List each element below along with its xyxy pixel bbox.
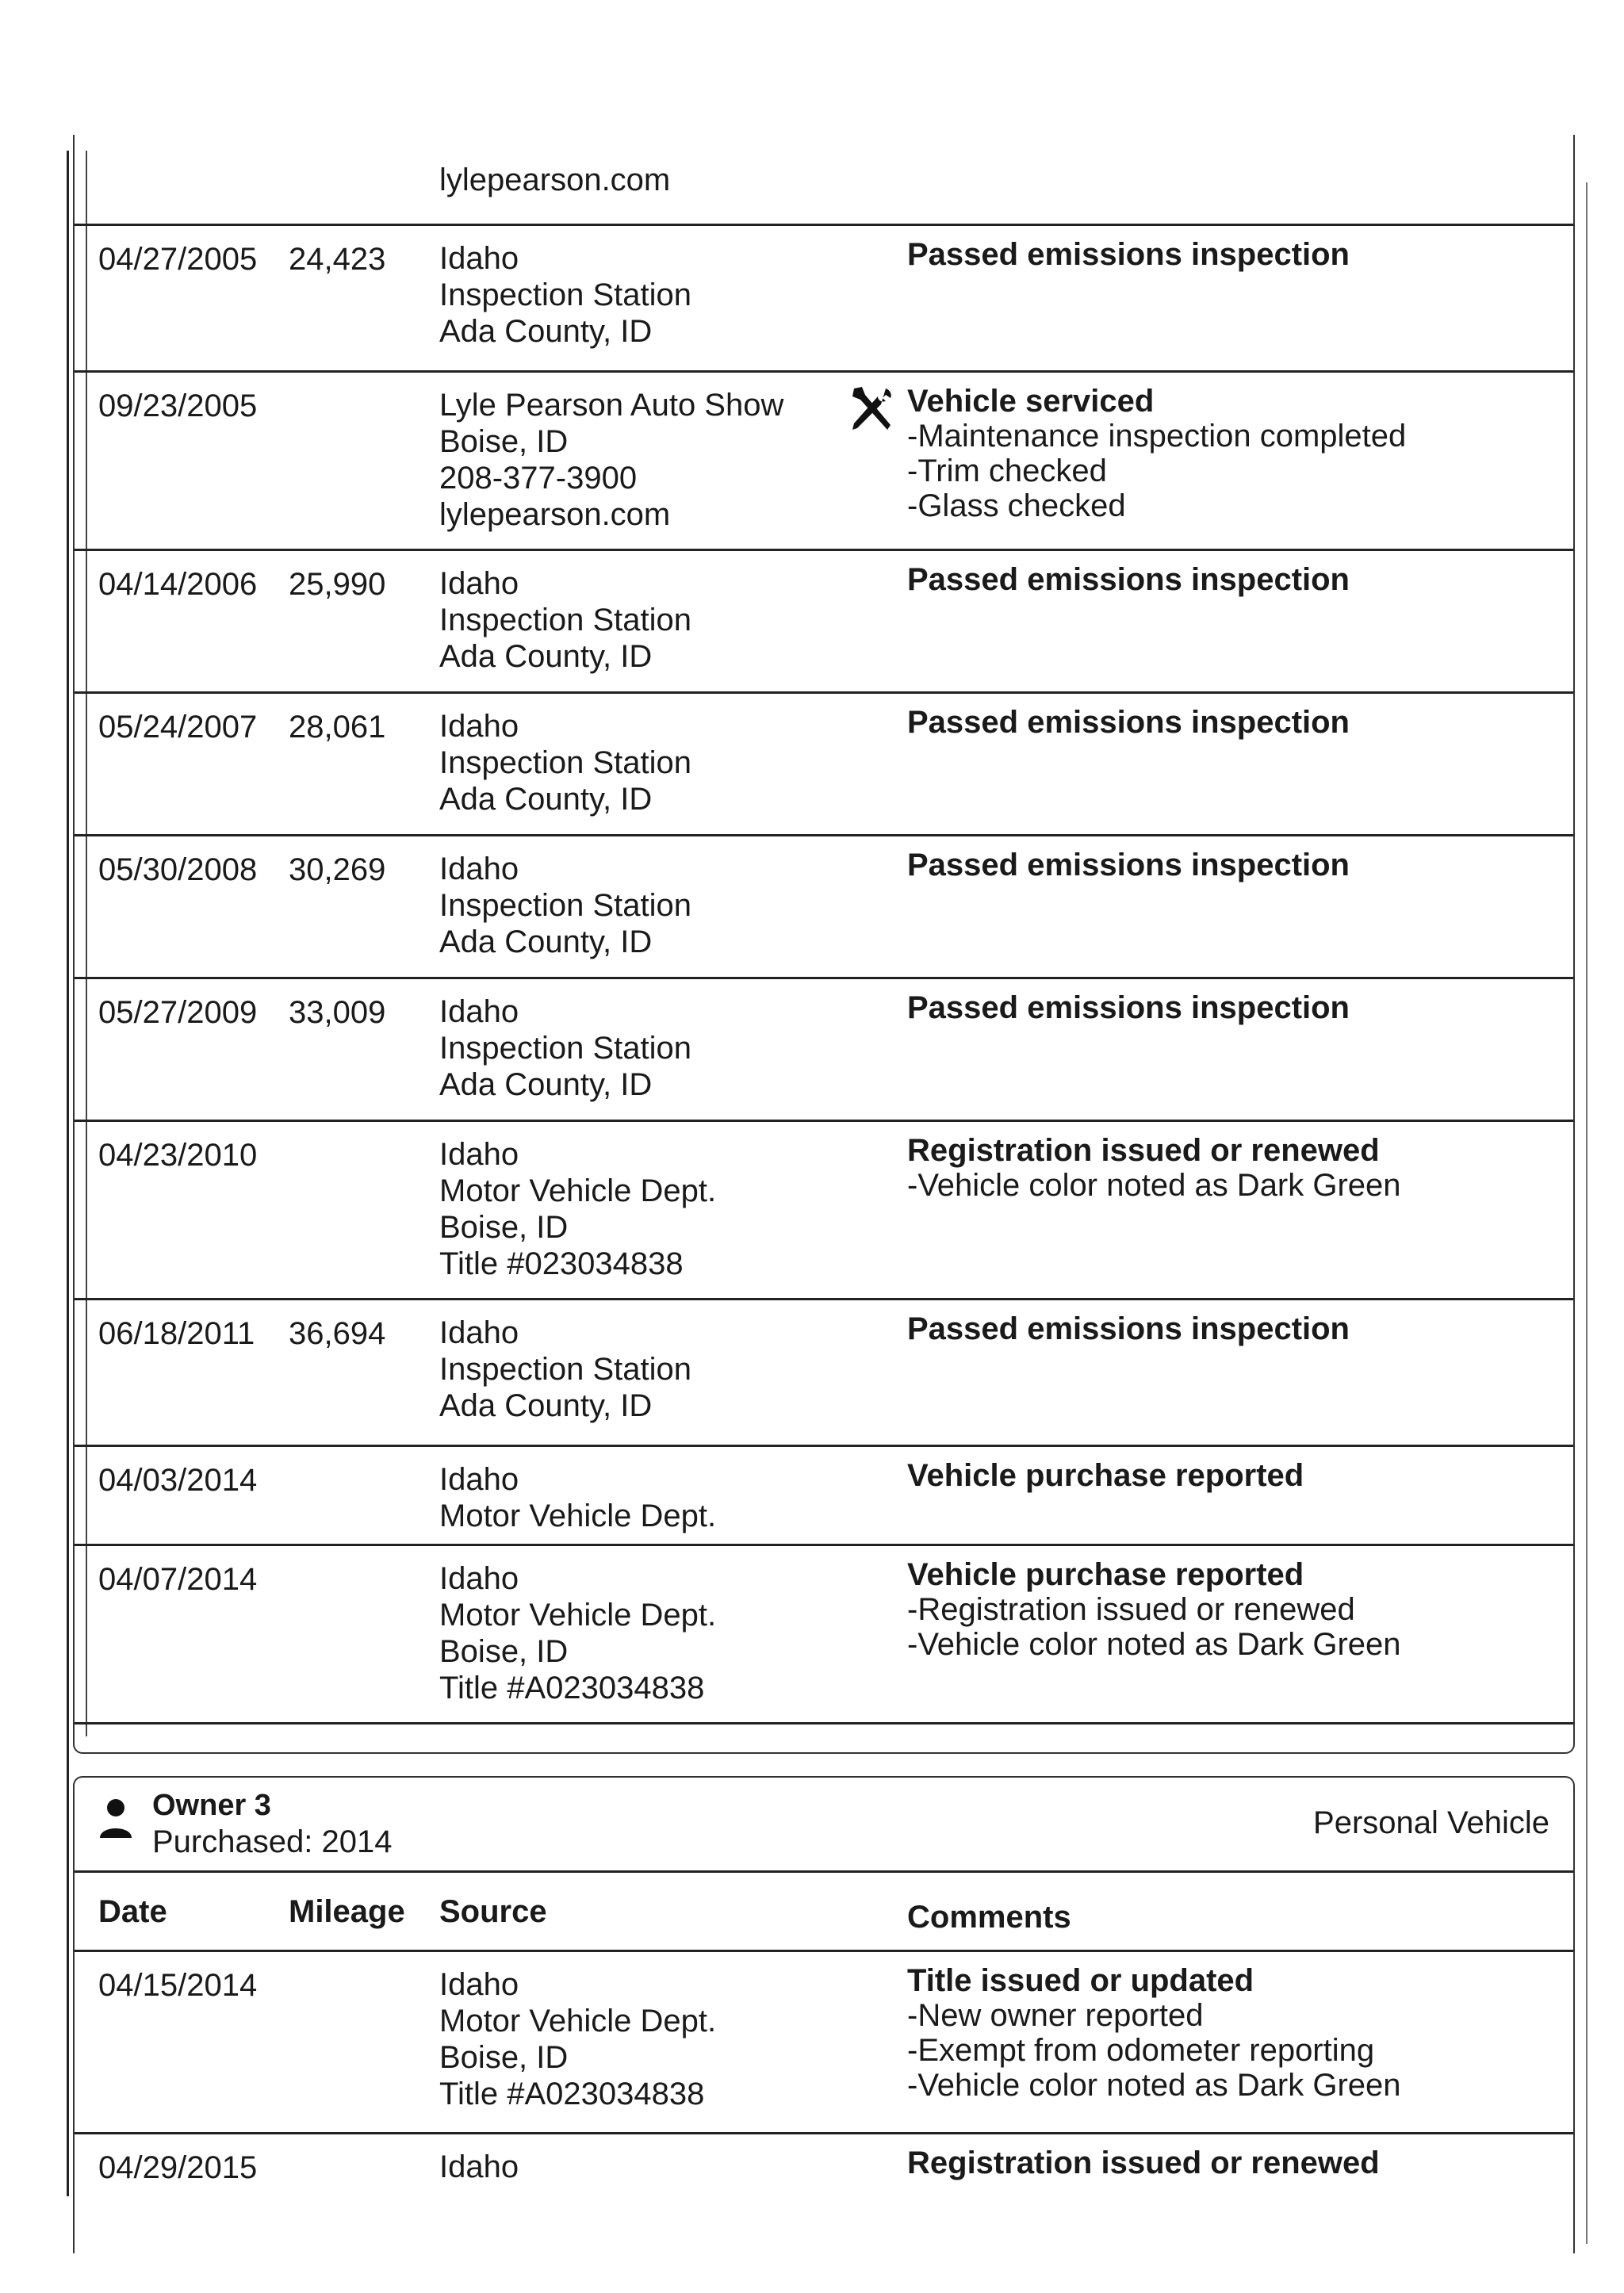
mileage-cell (289, 1952, 439, 1966)
source-cell (439, 226, 836, 350)
mileage-cell: 30,269 (289, 852, 386, 887)
comment-item: -Glass checked (907, 488, 1126, 523)
source-cell (439, 1952, 836, 2112)
source-line: Boise, ID (439, 2040, 569, 2075)
owner-2-records (75, 226, 1573, 1725)
mileage-cell: 28,061 (289, 710, 386, 745)
source-cell (439, 373, 836, 533)
source-cell (439, 551, 836, 675)
mileage-cell (289, 1122, 439, 1136)
comment-item: -Vehicle color noted as Dark Green (907, 1168, 1401, 1203)
comments-cell (907, 1952, 1573, 2103)
source-line: Motor Vehicle Dept. (439, 1173, 717, 1208)
mileage-cell (289, 373, 439, 387)
comments-cell (907, 694, 1573, 740)
comment-heading: Passed emissions inspection (907, 1311, 1350, 1346)
comments-cell (907, 373, 1573, 523)
table-row-continuation (75, 135, 1573, 226)
comment-heading: Passed emissions inspection (907, 848, 1350, 882)
header-source: Source (439, 1893, 547, 1929)
page-edge-left (67, 151, 69, 2196)
comment-item: -New owner reported (907, 1998, 1204, 2033)
comments-cell (907, 551, 1573, 597)
mileage-cell (289, 1447, 439, 1461)
date-cell: 04/07/2014 (98, 1562, 258, 1597)
source-cell (439, 694, 836, 817)
source-line: Idaho (439, 241, 519, 276)
comment-heading: Vehicle purchase reported (907, 1557, 1304, 1592)
date-cell: 04/29/2015 (98, 2150, 258, 2185)
comments-cell (907, 1300, 1573, 1346)
source-line: Boise, ID (439, 1634, 569, 1669)
source-cell (439, 2134, 836, 2185)
comments-cell (907, 1122, 1573, 1203)
source-cell (439, 1447, 836, 1534)
source-line: Idaho (439, 1967, 519, 2002)
page-edge-right (1586, 182, 1588, 2244)
comment-heading: Passed emissions inspection (907, 562, 1350, 597)
comment-heading: Vehicle purchase reported (907, 1458, 1304, 1493)
owner-3-card (73, 1776, 1575, 2253)
source-line: Ada County, ID (439, 314, 653, 349)
comments-cell (907, 979, 1573, 1025)
source-line: Boise, ID (439, 1210, 569, 1245)
source-line: Boise, ID (439, 424, 569, 459)
source-line: Inspection Station (439, 1352, 691, 1387)
owner-3-records (75, 1952, 1573, 2230)
date-cell: 04/14/2006 (98, 567, 258, 602)
comment-heading: Passed emissions inspection (907, 990, 1350, 1025)
table-row (75, 226, 1573, 373)
comments-cell (907, 1447, 1573, 1493)
comment-item: -Registration issued or renewed (907, 1592, 1355, 1627)
source-line: Idaho (439, 1462, 519, 1497)
source-line: Ada County, ID (439, 1067, 653, 1102)
source-line: Inspection Station (439, 278, 691, 312)
source-line: Motor Vehicle Dept. (439, 1499, 717, 1533)
table-row (75, 373, 1573, 551)
source-line: Ada County, ID (439, 782, 653, 817)
source-line: lylepearson.com (439, 497, 671, 532)
source-cell (439, 836, 836, 960)
date-cell: 09/23/2005 (98, 389, 258, 423)
source-line: Title #023034838 (439, 1246, 684, 1281)
source-cell (439, 1122, 836, 1282)
source-line: Title #A023034838 (439, 1671, 705, 1705)
comment-item: -Trim checked (907, 454, 1107, 488)
source-cell (439, 979, 836, 1103)
table-row (75, 694, 1573, 836)
source-line: Inspection Station (439, 1031, 691, 1066)
comment-heading: Registration issued or renewed (907, 2146, 1380, 2180)
header-date: Date (98, 1893, 167, 1929)
table-row (75, 979, 1573, 1122)
table-row (75, 1300, 1573, 1447)
comments-cell (907, 226, 1573, 272)
source-line: Idaho (439, 1137, 519, 1172)
source-line: Ada County, ID (439, 639, 653, 674)
source-line: Inspection Station (439, 745, 691, 780)
comment-heading: Title issued or updated (907, 1963, 1254, 1998)
comments-cell (907, 836, 1573, 882)
date-cell: 04/23/2010 (98, 1138, 258, 1173)
comment-heading: Passed emissions inspection (907, 237, 1350, 272)
mileage-cell: 25,990 (289, 567, 386, 602)
header-comments: Comments (907, 1899, 1071, 1935)
source-line: Idaho (439, 852, 519, 886)
comment-item: -Vehicle color noted as Dark Green (907, 2068, 1401, 2103)
owner-title: Owner 3 (152, 1788, 271, 1822)
source-line: Inspection Station (439, 888, 691, 923)
source-line: Ada County, ID (439, 1388, 653, 1423)
owner-2-history-card (73, 135, 1575, 1754)
comment-heading: Registration issued or renewed (907, 1133, 1380, 1168)
source-line: Inspection Station (439, 603, 691, 637)
source-line: Motor Vehicle Dept. (439, 2004, 717, 2038)
comment-heading: Vehicle serviced (907, 384, 1155, 419)
source-line: Idaho (439, 994, 519, 1029)
mileage-cell: 24,423 (289, 242, 386, 277)
table-row (75, 836, 1573, 979)
date-cell: 04/27/2005 (98, 242, 258, 277)
date-cell: 05/30/2008 (98, 852, 258, 887)
mileage-cell (289, 1546, 439, 1560)
owner-3-header (75, 1778, 1573, 1873)
source-line: Motor Vehicle Dept. (439, 1598, 717, 1633)
source-line: lylepearson.com (439, 163, 671, 197)
source-cell (439, 1546, 836, 1706)
comment-item: -Exempt from odometer reporting (907, 2033, 1375, 2068)
mileage-cell: 33,009 (289, 995, 386, 1030)
table-header (75, 1873, 1573, 1952)
date-cell: 06/18/2011 (98, 1316, 255, 1351)
source-line: Idaho (439, 1561, 519, 1596)
date-cell: 04/15/2014 (98, 1968, 258, 2003)
comments-cell (907, 2134, 1573, 2180)
comment-heading: Passed emissions inspection (907, 705, 1350, 740)
source-line: Ada County, ID (439, 924, 653, 959)
source-cell (439, 1300, 836, 1424)
owner-purchased: Purchased: 2014 (152, 1824, 393, 1859)
source-line: 208-377-3900 (439, 461, 638, 496)
source-cell (439, 135, 836, 198)
source-line: Idaho (439, 2149, 519, 2184)
wrench-screwdriver-icon (846, 384, 897, 434)
date-cell: 04/03/2014 (98, 1463, 258, 1498)
owner-vehicle-type: Personal Vehicle (1313, 1805, 1549, 1840)
date-cell: 05/27/2009 (98, 995, 258, 1030)
table-row (75, 1447, 1573, 1546)
source-line: Title #A023034838 (439, 2077, 705, 2111)
source-line: Idaho (439, 1315, 519, 1350)
header-mileage: Mileage (289, 1893, 405, 1929)
person-icon (98, 1797, 133, 1841)
comment-item: -Maintenance inspection completed (907, 419, 1407, 454)
table-row (75, 551, 1573, 694)
table-row (75, 1122, 1573, 1300)
source-line: Idaho (439, 566, 519, 601)
table-row (75, 2134, 1573, 2230)
mileage-cell (289, 2134, 439, 2149)
table-row (75, 1952, 1573, 2134)
source-line: Lyle Pearson Auto Show (439, 388, 784, 423)
comment-item: -Vehicle color noted as Dark Green (907, 1627, 1401, 1662)
mileage-cell: 36,694 (289, 1316, 386, 1351)
comments-cell (907, 1546, 1573, 1662)
date-cell: 05/24/2007 (98, 710, 258, 745)
table-row (75, 1546, 1573, 1725)
source-line: Idaho (439, 709, 519, 744)
